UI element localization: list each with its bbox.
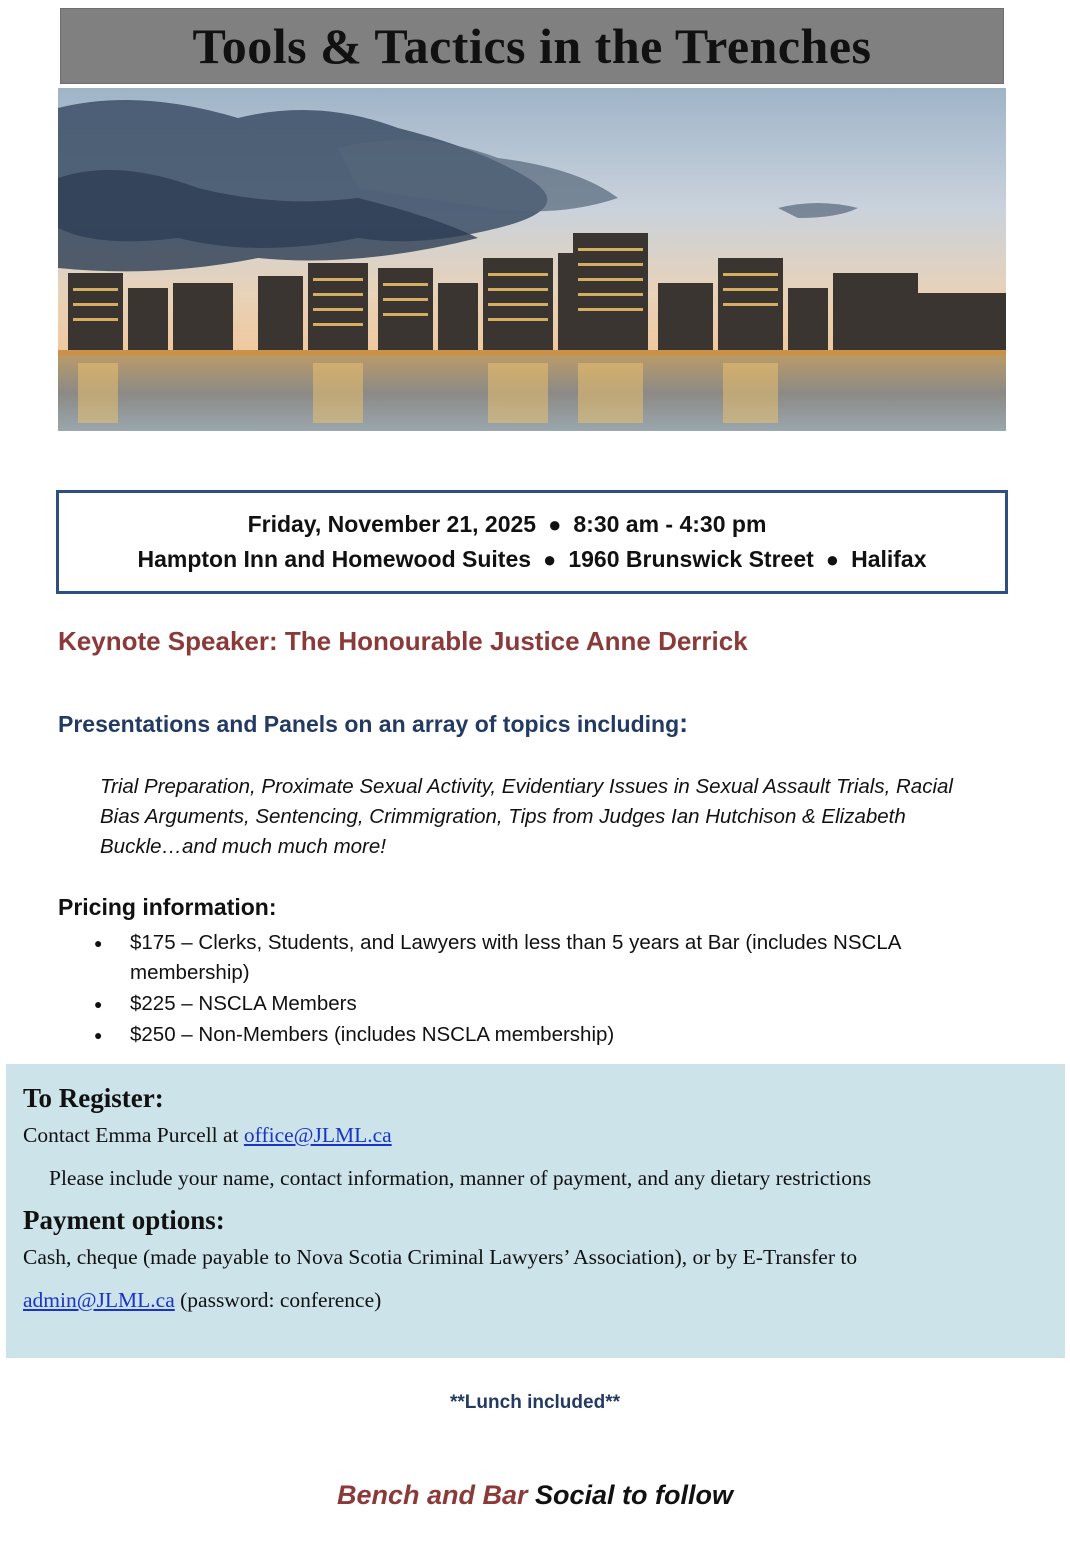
presentations-heading [58,708,688,739]
pricing-list [90,928,970,1051]
social-accent: Bench and Bar [336,1480,528,1510]
keynote-speaker: Keynote Speaker: The Honourable Justice Anne Derrick [58,626,748,656]
lunch-note: **Lunch included** [450,1392,620,1413]
list-item [90,989,970,1019]
list-item [90,928,970,988]
payment-email-line [23,1279,1065,1322]
register-heading: To Register: [23,1083,164,1113]
admin-email-link[interactable]: admin@JLML.ca [23,1288,175,1312]
payment-heading: Payment options: [23,1205,225,1235]
payment-text: Cash, cheque (made payable to Nova Scotia Criminal Lawyers’ Association), or by E-Transfer to [23,1245,858,1269]
event-address: 1960 Brunswick Street [568,546,814,572]
title-banner [60,8,1004,84]
topics-list: Trial Preparation, Proximate Sexual Activity, Evidentiary Issues in Sexual Assault Trials, Racial Bias Arguments, Sentencing, Crimmigration, Tips from Judges Ian Hutchison & Elizabeth Buckle…and much much more! [100,775,953,858]
social-note [0,1480,1070,1511]
event-city: Halifax [851,546,927,572]
contact-prefix: Contact Emma Purcell at [23,1123,244,1147]
payment-password: (password: conference) [174,1288,382,1312]
social-rest: Social to follow [527,1480,734,1510]
city-skyline-image [58,88,1006,431]
office-email-link[interactable]: office@JLML.ca [243,1123,392,1147]
price-item-text: $250 – Non-Members (includes NSCLA membership) [130,1023,615,1046]
halifax-skyline-icon [58,88,1006,431]
bullet-icon: ● [94,1027,103,1043]
register-instructions: Please include your name, contact information, manner of payment, and any dietary restrictions [49,1166,872,1190]
event-date-time [248,507,767,542]
bullet-icon: ● [94,935,103,951]
price-item-text: $175 – Clerks, Students, and Lawyers with less than 5 years at Bar (includes NSCLA membership) [130,931,901,984]
registration-panel [6,1064,1065,1358]
event-venue: Hampton Inn and Homewood Suites [137,546,532,572]
event-date: Friday, November 21, 2025 [247,511,537,537]
event-time: 8:30 am - 4:30 pm [573,511,767,537]
separator-bullet: ● [543,547,557,572]
pricing-heading: Pricing information: [58,894,277,920]
separator-bullet: ● [548,512,562,537]
presentations-heading-colon: : [679,708,689,738]
separator-bullet: ● [825,547,840,572]
list-item [90,1020,970,1050]
price-item-text: $225 – NSCLA Members [130,992,357,1015]
event-details-box [56,490,1008,594]
register-contact [23,1114,1065,1157]
event-location [137,542,926,577]
bullet-icon: ● [94,996,103,1012]
page-title: Tools & Tactics in the Trenches [192,18,872,74]
presentations-heading-text: Presentations and Panels on an array of topics including [58,711,680,737]
